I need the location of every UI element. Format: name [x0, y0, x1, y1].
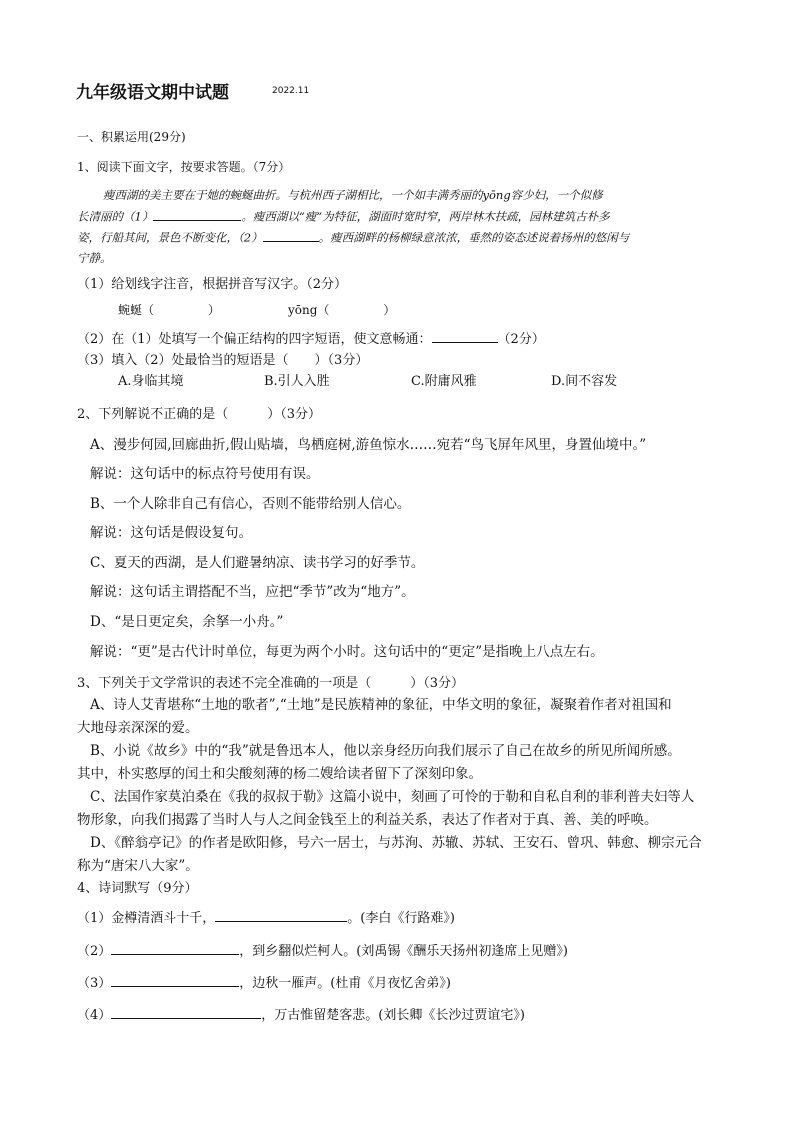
q1-sub2 [77, 328, 545, 347]
q1-sub3: （3）填入（2）处最恰当的短语是（ ）（3分） [77, 353, 369, 368]
q3-c-line2: 物形象，向我们揭露了当时人与人之间金钱至上的利益关系，表达了作者对于真、善、美的呼唤。 [77, 812, 658, 828]
q1-prompt: 1、阅读下面文字，按要求答题。（7分） [77, 160, 291, 174]
q1-sub1: （1）给划线字注音，根据拼音写汉字。（2分） [77, 277, 348, 292]
q3-c-line1: C、法国作家莫泊桑在《我的叔叔于勒》这篇小说中，刻画了可怜的于勒和自私自利的菲利普夫妇等人 [90, 789, 695, 805]
page-title: 九年级语文期中试题 [76, 83, 229, 103]
q2-option-d: D、“是日更定矣，余拏一小舟。” [90, 614, 284, 630]
poem-2-suffix: ，到乡翻似烂柯人。(刘禹锡《酬乐天扬州初逢席上见赠》) [239, 944, 568, 959]
poem-line-1 [77, 907, 455, 926]
q3-prompt: 3、下列关于文学常识的表述不完全准确的一项是（ ）（3分） [77, 676, 465, 691]
q3-b-line2: 其中，朴实憨厚的闰土和尖酸刻薄的杨二嫂给读者留下了深刻印象。 [77, 766, 482, 782]
q2-explain-a: 解说：这句话中的标点符号使用有误。 [90, 466, 320, 482]
exam-date: 2022.11 [272, 86, 310, 96]
passage-line-1: 瘦西湖的美主要在于她的蜿蜒曲折。与杭州西子湖相比，一个如丰满秀丽的yōng容少妇，一个似修 [103, 188, 603, 202]
poem-3-suffix: ，边秋一雁声。(杜甫《月夜忆舍弟》) [239, 976, 451, 991]
q3-d-line2: 称为“唐宋八大家”。 [77, 858, 199, 874]
option-a[interactable]: A.身临其境 [118, 374, 184, 389]
q2-explain-b: 解说：这句话是假设复句。 [90, 525, 252, 541]
poem-line-3 [77, 972, 451, 991]
poem-1-prefix: （1）金樽清酒斗十千， [77, 911, 216, 926]
q2-option-c: C、夏天的西湖，是人们避暑纳凉、读书学习的好季节。 [90, 555, 425, 571]
q3-d-line1: D、《醉翁亭记》的作者是欧阳修，号六一居士，与苏洵、苏辙、苏轼、王安石、曾巩、韩愈、柳宗元合 [90, 835, 702, 851]
pinyin-b-close: ） [383, 303, 396, 317]
poem-1-suffix: 。(李白《行路难》) [347, 911, 455, 926]
q2-option-a: A、漫步何园,回廊曲折,假山贴墙，鸟栖庭树,游鱼惊水……宛若“鸟飞屏年风里，身置仙境中。” [90, 437, 647, 453]
passage-line-2 [77, 208, 610, 225]
passage-line-2-start: 长清丽的（1） [77, 209, 154, 224]
poem-3-blank[interactable] [111, 973, 239, 987]
passage-line-4: 宁静。 [77, 251, 112, 265]
poem-2-blank[interactable] [111, 941, 239, 955]
poem-2-prefix: （2） [77, 944, 112, 959]
poem-4-prefix: （4） [77, 1008, 112, 1023]
poem-line-2 [77, 940, 568, 959]
q1-sub2-score: （2分） [497, 332, 545, 347]
q1-sub2-text: （2）在（1）处填写一个偏正结构的四字短语，使文意畅通： [77, 332, 432, 347]
passage-line-3-end: 。瘦西湖畔的杨柳绿意浓浓，垂然的姿态述说着扬州的悠闲与 [318, 230, 630, 245]
option-c[interactable]: C.附庸风雅 [411, 374, 477, 389]
passage-line-2-end: 。瘦西湖以“瘦”为特征，湖面时宽时窄，两岸林木扶疏，园林建筑古朴多 [241, 209, 610, 224]
q3-a-line2: 大地母亲深深的爱。 [77, 720, 199, 736]
pinyin-item-a [118, 301, 220, 318]
poem-4-blank[interactable] [111, 1005, 261, 1019]
poem-line-4 [77, 1004, 525, 1023]
option-b[interactable]: B.引人入胜 [264, 374, 330, 389]
pinyin-item-b [288, 301, 395, 318]
blank-2[interactable] [263, 229, 319, 242]
poem-1-blank[interactable] [215, 908, 347, 922]
q4-prompt: 4、诗词默写（9分） [77, 881, 198, 896]
q2-option-b: B、一个人除非自己有信心，否则不能带给别人信心。 [90, 496, 411, 512]
q2-prompt: 2、下列解说不正确的是（ ）（3分） [77, 407, 322, 422]
option-d[interactable]: D.间不容发 [551, 374, 618, 389]
passage-line-3-start: 姿，行船其间，景色不断变化，（2） [77, 230, 263, 245]
q3-a-line1: A、诗人艾青堪称“土地的歌者”,“土地”是民族精神的象征，中华文明的象征，凝聚着作者对祖国和 [90, 697, 672, 713]
pinyin-b-label: yōng（ [288, 303, 330, 317]
poem-4-suffix: ，万古惟留楚客悲。(刘长卿《长沙过贾谊宅》) [261, 1008, 525, 1023]
passage-line-3 [77, 229, 629, 246]
poem-3-prefix: （3） [77, 976, 112, 991]
q3-b-line1: B、小说《故乡》中的“我”就是鲁迅本人，他以亲身经历向我们展示了自己在故乡的所见所闻所感。 [90, 743, 681, 759]
q2-explain-d: 解说：“更”是古代计时单位，每更为两个小时。这句话中的“更定”是指晚上八点左右。 [90, 644, 604, 660]
pinyin-a-close: ） [208, 303, 221, 317]
section-heading: 一、积累运用(29分) [77, 130, 186, 144]
q1-sub2-blank[interactable] [432, 329, 498, 343]
blank-1[interactable] [153, 208, 241, 221]
q2-explain-c: 解说：这句话主谓搭配不当，应把“季节”改为“地方”。 [90, 584, 415, 600]
pinyin-a-label: 蜿蜒（ [118, 303, 155, 317]
